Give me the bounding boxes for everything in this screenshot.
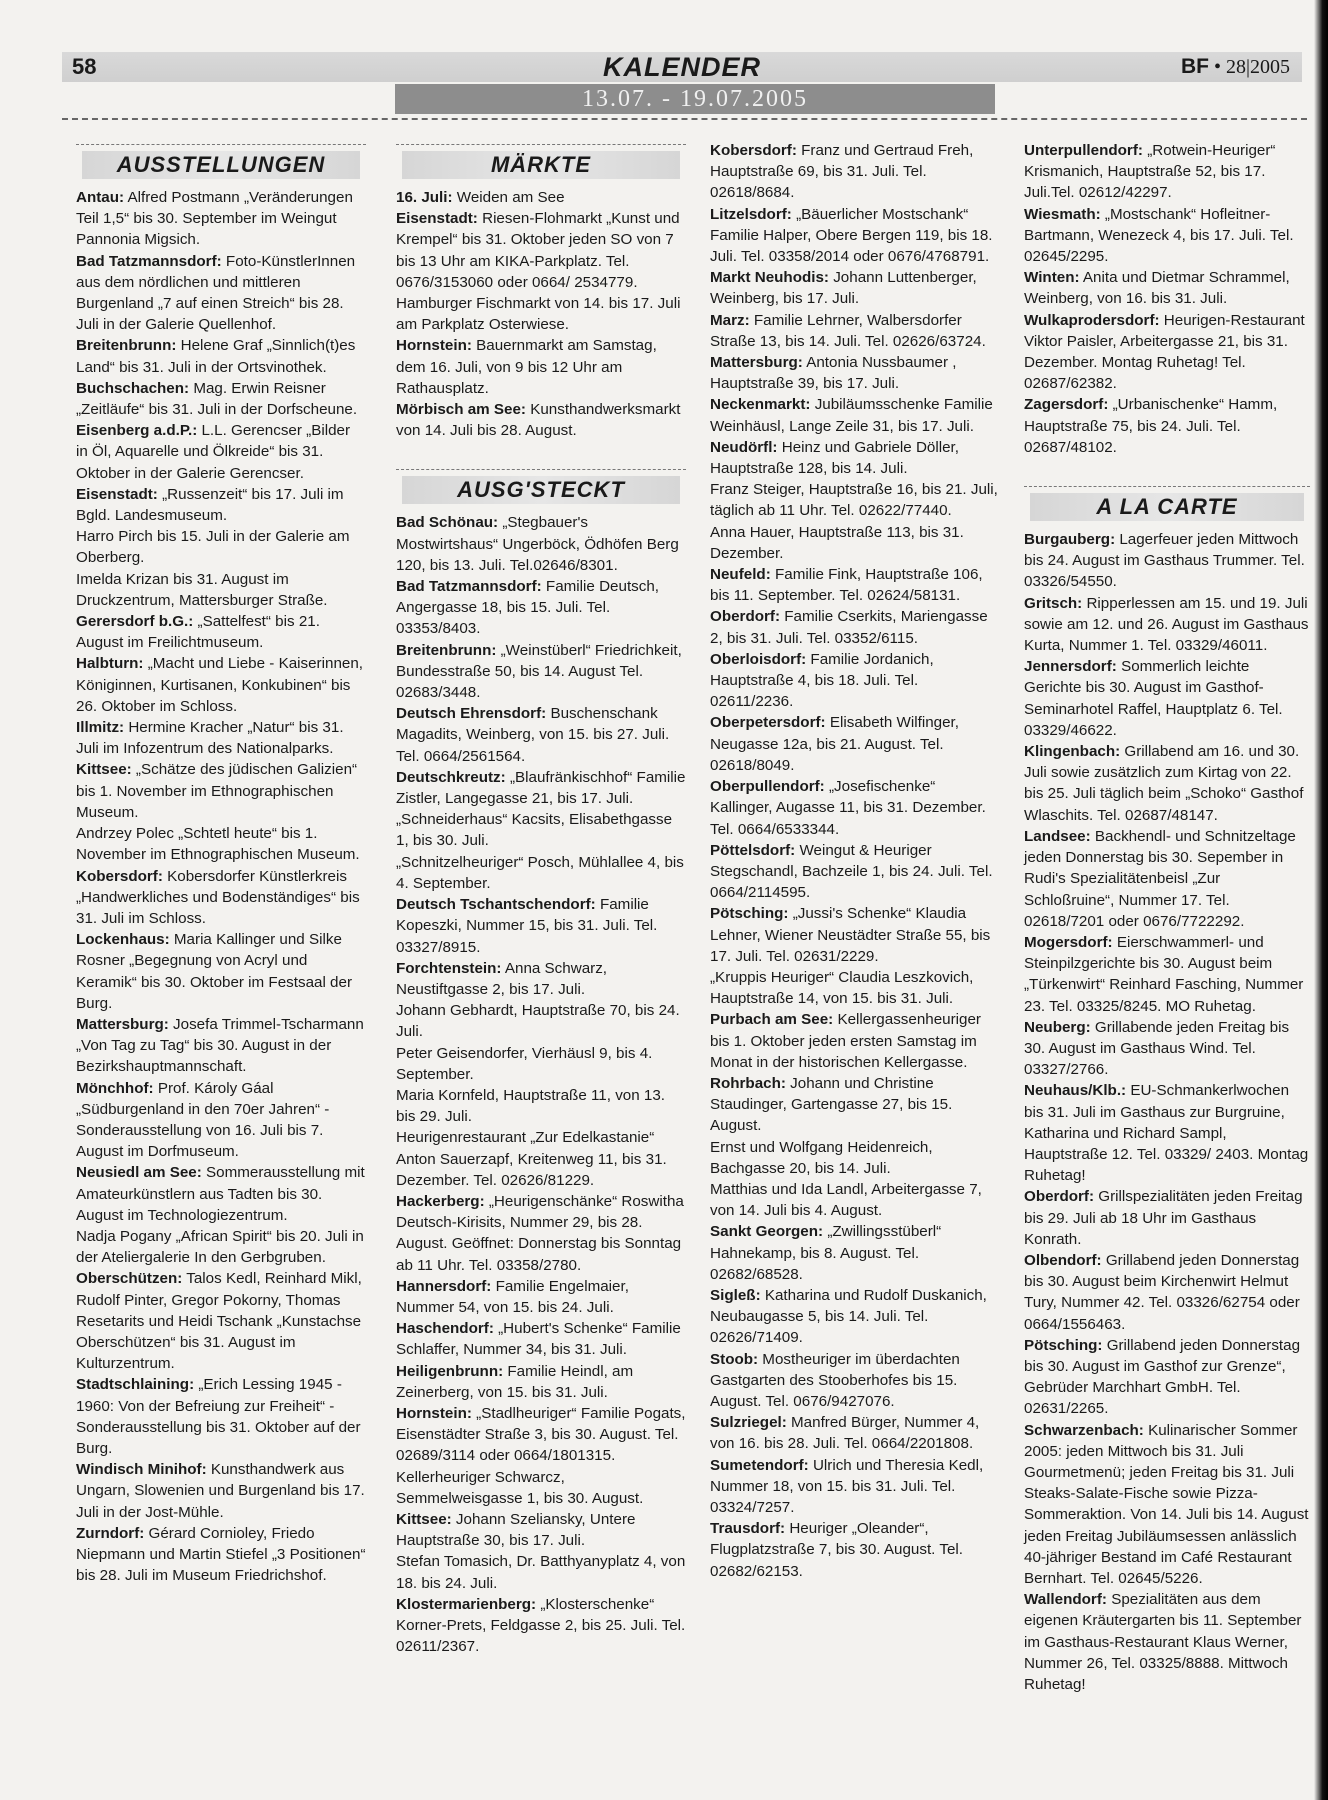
listing-entry xyxy=(396,1043,686,1085)
listing-text: Grillabende jeden Freitag bis 30. August im Gasthaus Wind. Tel. 03327/2766. xyxy=(1024,1018,1290,1079)
listing-place: Kobersdorf: xyxy=(710,142,797,159)
listing-entry xyxy=(710,394,1000,436)
listing-entry xyxy=(710,649,1000,713)
listing-text: Anita und Dietmar Schrammel, Weinberg, von 16. bis 31. Juli. xyxy=(1024,269,1290,308)
listing-entry xyxy=(1024,1017,1310,1081)
listing-entry xyxy=(76,378,366,420)
listing-place: Purbach am See: xyxy=(710,1011,834,1029)
listing-text: „Urbanischenke“ Hamm, Hauptstraße 75, bis 24. Juli. Tel. 02687/48102. xyxy=(1024,396,1278,456)
section-title: MÄRKTE xyxy=(402,151,680,179)
listing-place: Pöttelsdorf: xyxy=(710,841,796,859)
listing-text: „Erich Lessing 1945 - 1960: Von der Befreiung zur Freiheit“ - Sonderausstellung bis 31. Oktober auf der Burg. xyxy=(76,1376,361,1457)
page-number: 58 xyxy=(72,54,97,79)
listing-text: Harro Pirch bis 15. Juli in der Galerie am Oberberg. xyxy=(76,528,350,567)
listing-place: Zagersdorf: xyxy=(1024,396,1109,414)
listing-entry xyxy=(1024,1420,1310,1590)
listing-place: Wiesmath: xyxy=(1024,205,1101,223)
listing-text: Familie Heindl, am Zeinerberg, von 15. bis 31. Juli. xyxy=(396,1362,634,1401)
listing-entry xyxy=(1024,1080,1310,1186)
listing-text: „Stegbauer's Mostwirtshaus“ Ungerböck, Ödhöfen Berg 120, bis 13. Juli. Tel.02646/8301. xyxy=(396,514,679,574)
listing-text: Eierschwammerl- und Steinpilzgerichte bis 30. August beim „Türkenwirt“ Reinhard Fasching, Nummer 23. Tel. 03325/8245. MO Ruhetag. xyxy=(1024,933,1304,1015)
listing-place: Unterpullendorf: xyxy=(1024,142,1143,159)
listing-entry xyxy=(1024,529,1310,593)
listing-text: Johann und Christine Staudinger, Gartengasse 27, bis 15. August. xyxy=(710,1074,953,1135)
listing-place: Jennersdorf: xyxy=(1024,658,1117,676)
listing-entry xyxy=(76,1078,366,1163)
publication-name: BF xyxy=(1180,55,1209,78)
listing-entry xyxy=(396,335,686,399)
listing-entry xyxy=(710,1137,1000,1179)
listing-place: Stadtschlaining: xyxy=(76,1376,195,1394)
listing-text: Prof. Károly Gáal „Südburgenland in den 70er Jahren“ - Sonderausstellung von 16. Juli bis 7. August im Dorfmuseum. xyxy=(76,1079,330,1161)
listing-text: L.L. Gerencser „Bilder in Öl, Aquarelle und Ölkreide“ bis 31. Oktober in der Galerie Gerencser. xyxy=(76,422,351,482)
listing-entry xyxy=(396,1276,686,1318)
column-2 xyxy=(396,140,686,1657)
listing-place: Wulkaprodersdorf: xyxy=(1024,311,1160,329)
listing-entry xyxy=(1024,267,1310,309)
listing-text: Stefan Tomasich, Dr. Batthyanyplatz 4, von 18. bis 24. Juli. xyxy=(396,1553,686,1592)
listing-entry xyxy=(1024,310,1310,395)
listing-place: Gritsch: xyxy=(1024,594,1083,612)
listing-place: Antau: xyxy=(76,189,125,206)
listing-entry xyxy=(396,1127,686,1191)
listing-entry xyxy=(76,866,366,930)
listing-entry xyxy=(710,1285,1000,1349)
listing-place: Sulzriegel: xyxy=(710,1414,787,1432)
listing-place: Trausdorf: xyxy=(710,1520,786,1538)
listing-place: Stoob: xyxy=(710,1350,759,1368)
listing-text: Manfred Bürger, Nummer 4, von 16. bis 28. Juli. Tel. 0664/2201808. xyxy=(710,1414,980,1453)
listing-text: Imelda Krizan bis 31. August im Druckzentrum, Mattersburger Straße. xyxy=(76,570,328,609)
listing-entry xyxy=(710,437,1000,479)
listing-place: Bad Tatzmannsdorf: xyxy=(76,252,222,270)
listing-place: Bad Tatzmannsdorf: xyxy=(396,578,542,596)
listing-entry xyxy=(76,1459,366,1523)
listing-entry xyxy=(76,717,366,759)
listing-entry xyxy=(396,1403,686,1467)
listing-place: Mörbisch am See: xyxy=(396,401,526,419)
listing-place: 16. Juli: xyxy=(396,189,453,206)
listing-place: Neusiedl am See: xyxy=(76,1164,202,1182)
listing-place: Neudörfl: xyxy=(710,438,778,456)
listing-place: Klostermarienberg: xyxy=(396,1595,537,1613)
listing-entry xyxy=(1024,932,1310,1017)
listing-place: Eisenberg a.d.P.: xyxy=(76,422,198,440)
listing-entry xyxy=(710,712,1000,776)
listing-text: Sommerlich leichte Gerichte bis 30. August im Gasthof-Seminarhotel Raffel, Hauptplatz 6. Tel. 03329/46622. xyxy=(1024,658,1283,739)
listing-entry xyxy=(710,840,1000,904)
listing-text: Heuriger „Oleander“, Flugplatzstraße 7, bis 30. August. Tel. 02682/62153. xyxy=(710,1520,963,1580)
listing-text: „Mostschank“ Hofleitner-Bartmann, Wenezeck 4, bis 17. Juli. Tel. 02645/2295. xyxy=(1024,205,1294,266)
listing-place: Mogersdorf: xyxy=(1024,933,1113,951)
listing-text: Franz Steiger, Hauptstraße 16, bis 21. Juli, täglich ab 11 Uhr. Tel. 02622/77440. xyxy=(710,481,998,520)
listing-place: Sumetendorf: xyxy=(710,1456,809,1474)
listing-entry xyxy=(396,640,686,704)
listing-entry xyxy=(396,958,686,1000)
listing-entry xyxy=(396,187,686,208)
listing-entry xyxy=(396,1318,686,1360)
listing-text: „Jussi's Schenke“ Klaudia Lehner, Wiener Neustädter Straße 55, bis 17. Juli. Tel. 02631/2229. xyxy=(710,905,991,965)
listing-entry xyxy=(396,767,686,809)
listing-text: Kobersdorfer Künstlerkreis „Handwerkliches und Bodenständiges“ bis 31. Juli im Schloss. xyxy=(76,867,360,927)
listing-place: Bad Schönau: xyxy=(396,514,499,532)
listing-entry xyxy=(396,1361,686,1403)
listing-entry xyxy=(396,1191,686,1276)
listing-place: Oberpetersdorf: xyxy=(710,714,826,732)
listing-entry xyxy=(1024,394,1310,458)
issue-number: • 28|2005 xyxy=(1213,56,1290,78)
listing-place: Forchtenstein: xyxy=(396,959,502,977)
listing-text: „Klosterschenke“ Korner-Prets, Feldgasse 2, bis 25. Juli. Tel. 02611/2367. xyxy=(396,1595,686,1656)
listing-place: Markt Neuhodis: xyxy=(710,269,829,287)
listing-entry xyxy=(396,399,686,441)
listing-place: Sankt Georgen: xyxy=(710,1223,824,1241)
listing-entry xyxy=(1024,1335,1310,1420)
listing-place: Hornstein: xyxy=(396,337,472,355)
listing-entry xyxy=(396,1509,686,1551)
listing-place: Wallendorf: xyxy=(1024,1591,1107,1609)
listing-entry xyxy=(710,1349,1000,1413)
listing-text: EU-Schmankerlwochen bis 31. Juli im Gasthaus zur Burgruine, Katharina und Richard Sampl, Hauptstraße 12. Tel. 03329/ 2403. Montag Ruhetag! xyxy=(1024,1082,1309,1185)
listing-text: Backhendl- und Schnitzeltage jeden Donnerstag bis 30. Sepember in Rudi's Spezialitätenbeisl „Zur Schloßruine“, Nummer 17. Tel. 02618/7201 oder 0676/7722292. xyxy=(1024,827,1296,930)
listing-text: Elisabeth Wilfinger, Neugasse 12a, bis 21. August. Tel. 02618/8049. xyxy=(710,714,959,774)
listing-text: Heurigen-Restaurant Viktor Paisler, Arbeitergasse 21, bis 31. Dezember. Montag Ruhetag! Tel. 02687/62382. xyxy=(1024,311,1305,393)
listing-entry xyxy=(76,653,366,717)
listing-entry xyxy=(396,1000,686,1042)
listing-text: Antonia Nussbaumer , Hauptstraße 39, bis 17. Juli. xyxy=(710,354,957,393)
listing-place: Schwarzenbach: xyxy=(1024,1421,1144,1439)
listing-entry xyxy=(710,267,1000,309)
listing-place: Mattersburg: xyxy=(76,1015,169,1033)
column-3 xyxy=(710,140,1000,1582)
listing-text: Riesen-Flohmarkt „Kunst und Krempel“ bis 31. Oktober jeden SO von 7 bis 13 Uhr am KIKA-Parkplatz. Tel. 0676/3153060 oder 0664/ 2534779. xyxy=(396,210,680,291)
listing-entry xyxy=(76,335,366,377)
section-title: AUSG'STECKT xyxy=(402,476,680,504)
listing-entry xyxy=(1024,1250,1310,1335)
listing-text: „Schnitzelheuriger“ Posch, Mühlallee 4, bis 4. September. xyxy=(396,853,684,892)
listing-text: Bauernmarkt am Samstag, dem 16. Juli, von 9 bis 12 Uhr am Rathausplatz. xyxy=(396,337,657,397)
listing-place: Heiligenbrunn: xyxy=(396,1362,504,1380)
listing-entry xyxy=(710,1221,1000,1285)
listing-text: „Josefischenke“ Kallinger, Augasse 11, bis 31. Dezember. Tel. 0664/6533344. xyxy=(710,778,986,838)
listing-place: Deutschkreutz: xyxy=(396,768,506,786)
listing-place: Neuberg: xyxy=(1024,1018,1091,1036)
listing-text: Josefa Trimmel-Tscharmann „Von Tag zu Tag“ bis 30. August in der Bezirkshauptmannschaft. xyxy=(76,1015,364,1076)
listing-place: Pötsching: xyxy=(710,905,789,923)
listing-entry xyxy=(76,1268,366,1374)
listing-entry xyxy=(710,479,1000,521)
listing-entry xyxy=(76,611,366,653)
section-heading xyxy=(76,144,366,181)
listing-place: Oberdorf: xyxy=(1024,1188,1095,1206)
listing-entry xyxy=(76,526,366,568)
listing-text: Anna Schwarz, Neustiftgasse 2, bis 17. Juli. xyxy=(396,959,608,998)
listing-text: „Rotwein-Heuriger“ Krismanich, Hauptstraße 52, bis 17. Juli.Tel. 02612/42297. xyxy=(1024,142,1276,202)
listing-entry xyxy=(710,1518,1000,1582)
listing-entry xyxy=(76,1162,366,1226)
listing-text: Johann Gebhardt, Hauptstraße 70, bis 24. Juli. xyxy=(396,1002,680,1041)
listing-text: Lagerfeuer jeden Mittwoch bis 24. August im Gasthaus Trummer. Tel. 03326/54550. xyxy=(1024,531,1305,591)
section-heading xyxy=(396,144,686,181)
listing-place: Eisenstadt: xyxy=(396,210,478,228)
listing-entry xyxy=(76,823,366,865)
section-heading xyxy=(1024,486,1310,523)
listing-text: Grillspezialitäten jeden Freitag bis 29. Juli ab 18 Uhr im Gasthaus Konrath. xyxy=(1024,1188,1303,1248)
listing-text: Familie Cserkits, Mariengasse 2, bis 31. Juli. Tel. 03352/6115. xyxy=(710,608,988,647)
listing-text: Maria Kornfeld, Hauptstraße 11, von 13. bis 29. Juli. xyxy=(396,1086,666,1126)
listing-entry xyxy=(710,1009,1000,1073)
listing-place: Sigleß: xyxy=(710,1286,761,1304)
listing-text: Grillabend jeden Donnerstag bis 30. August im Gasthof zur Grenze“, Gebrüder Marchhart GmbH. Tel. 02631/2265. xyxy=(1024,1336,1301,1418)
section-gap xyxy=(396,441,686,465)
section-gap xyxy=(1024,458,1310,482)
listing-entry xyxy=(396,1551,686,1593)
listing-text: Spezialitäten aus dem eigenen Kräutergarten bis 11. September im Gasthaus-Restaurant Klaus Werner, Nummer 26, Tel. 03325/8888. Mittwoch Ruhetag! xyxy=(1024,1591,1302,1694)
listing-text: Buschenschank Magadits, Weinberg, von 15. bis 27. Juli. Tel. 0664/2561564. xyxy=(396,705,670,765)
listing-entry xyxy=(1024,1186,1310,1250)
listing-entry xyxy=(76,759,366,823)
listing-text: „Weinstüberl“ Friedrichkeit, Bundesstraße 50, bis 14. August Tel. 02683/3448. xyxy=(396,641,682,702)
listing-place: Eisenstadt: xyxy=(76,485,158,503)
listing-entry xyxy=(710,564,1000,606)
page-binding-edge xyxy=(1314,0,1328,1800)
listing-text: Maria Kallinger und Silke Rosner „Begegnung von Acryl und Keramik“ bis 30. Oktober im Festsaal der Burg. xyxy=(76,931,353,1012)
listing-entry xyxy=(710,606,1000,648)
listing-entry xyxy=(396,576,686,640)
listing-place: Illmitz: xyxy=(76,719,125,737)
listing-entry xyxy=(1024,656,1310,741)
listing-place: Windisch Minihof: xyxy=(76,1461,207,1479)
column-4 xyxy=(1024,140,1310,1695)
listing-entry xyxy=(710,1179,1000,1221)
listing-place: Breitenbrunn: xyxy=(396,641,497,659)
listing-text: Weiden am See xyxy=(452,189,565,206)
listing-entry xyxy=(396,1594,686,1658)
listing-text: Matthias und Ida Landl, Arbeitergasse 7, von 14. Juli bis 4. August. xyxy=(710,1180,982,1220)
listing-text: Kunsthandwerk aus Ungarn, Slowenien und Burgenland bis 17. Juli in der Jost-Mühle. xyxy=(76,1461,365,1521)
section-title: A LA CARTE xyxy=(1030,493,1304,521)
listing-place: Neuhaus/Klb.: xyxy=(1024,1082,1127,1100)
listing-text: Hermine Kracher „Natur“ bis 31. Juli im Infozentrum des Nationalparks. xyxy=(76,719,344,758)
listing-text: Mostheuriger im überdachten Gastgarten des Stooberhofes bis 15. August. Tel. 0676/9427076. xyxy=(710,1350,960,1410)
listing-entry xyxy=(76,187,366,251)
listing-text: Johann Luttenberger, Weinberg, bis 17. Juli. xyxy=(710,269,977,308)
listing-text: Nadja Pogany „African Spirit“ bis 20. Juli in der Ateliergalerie In den Gerbgruben. xyxy=(76,1227,364,1267)
listing-text: Franz und Gertraud Freh, Hauptstraße 69, bis 31. Juli. Tel. 02618/8684. xyxy=(710,142,974,202)
listing-place: Gerersdorf b.G.: xyxy=(76,613,194,631)
listing-entry xyxy=(396,809,686,851)
listing-text: Jubiläumsschenke Familie Weinhäusl, Lange Zeile 31, bis 17. Juli. xyxy=(710,396,993,435)
listing-place: Oberschützen: xyxy=(76,1270,183,1288)
listing-place: Kobersdorf: xyxy=(76,867,163,885)
listing-text: Gérard Cornioley, Friedo Niepmann und Martin Stiefel „3 Positionen“ bis 28. Juli im Museum Friedrichshof. xyxy=(76,1524,366,1585)
listing-entry xyxy=(76,484,366,526)
listing-place: Hornstein: xyxy=(396,1404,472,1422)
listing-text: Familie Kopeszki, Nummer 15, bis 31. Juli. Tel. 03327/8915. xyxy=(396,896,658,956)
listing-place: Deutsch Ehrensdorf: xyxy=(396,705,547,723)
listing-entry xyxy=(710,1073,1000,1137)
listing-place: Zurndorf: xyxy=(76,1524,145,1542)
listing-place: Oberdorf: xyxy=(710,608,781,626)
listing-entry xyxy=(1024,826,1310,932)
listing-entry xyxy=(710,310,1000,352)
issue-label xyxy=(1181,55,1290,79)
listing-place: Oberloisdorf: xyxy=(710,650,807,668)
listing-entry xyxy=(76,251,366,336)
listing-text: Familie Fink, Hauptstraße 106, bis 11. September. Tel. 02624/58131. xyxy=(710,566,983,605)
listing-entry xyxy=(76,1523,366,1587)
listing-entry xyxy=(710,522,1000,564)
listing-text: Andrzey Polec „Schtetl heute“ bis 1. November im Ethnographischen Museum. xyxy=(76,825,360,864)
listing-text: Ulrich und Theresia Kedl, Nummer 18, von 15. bis 31. Juli. Tel. 03324/7257. xyxy=(710,1456,984,1516)
listing-text: Kulinarischer Sommer 2005: jeden Mittwoch bis 31. Juli Gourmetmenü; jeden Freitag bis 31. Juli Steaks-Salate-Fische sowie Pizza-Sommeraktion. Von 14. Juli bis 14. August jeden Freitag Jubiläumsessen anlässlich 40-jähriger Bestand im Café Restaurant Bernhart. Tel. 02645/5226. xyxy=(1024,1421,1309,1587)
listing-text: Kellerheuriger Schwarcz, Semmelweisgasse 1, bis 30. August. xyxy=(396,1468,644,1507)
listing-entry xyxy=(76,569,366,611)
listing-entry xyxy=(1024,741,1310,826)
listing-entry xyxy=(710,967,1000,1009)
listing-place: Oberpullendorf: xyxy=(710,778,825,796)
listing-entry xyxy=(710,204,1000,268)
listing-place: Hannersdorf: xyxy=(396,1277,492,1295)
listing-text: Ernst und Wolfgang Heidenreich, Bachgasse 20, bis 14. Juli. xyxy=(710,1138,933,1177)
listing-entry xyxy=(1024,1589,1310,1695)
listing-text: Johann Szeliansky, Untere Hauptstraße 30, bis 17. Juli. xyxy=(396,1510,636,1550)
listing-text: Helene Graf „Sinnlich(t)es Land“ bis 31. Juli in der Ortsvinothek. xyxy=(76,337,356,376)
listing-text: Familie Engelmaier, Nummer 54, von 15. bis 24. Juli. xyxy=(396,1277,629,1316)
listing-text: „Blaufränkischhof“ Familie Zistler, Langegasse 21, bis 17. Juli. xyxy=(396,768,686,808)
date-range: 13.07. - 19.07.2005 xyxy=(395,84,995,114)
listing-entry xyxy=(710,1412,1000,1454)
listing-text: „Kruppis Heuriger“ Claudia Leszkovich, Hauptstraße 14, von 15. bis 31. Juli. xyxy=(710,968,974,1008)
listing-entry xyxy=(1024,593,1310,657)
column-1 xyxy=(76,140,366,1586)
listing-place: Landsee: xyxy=(1024,827,1091,845)
listing-entry xyxy=(396,1467,686,1509)
section-heading xyxy=(396,469,686,506)
listing-place: Hackerberg: xyxy=(396,1192,485,1210)
header-divider xyxy=(62,118,1307,120)
listing-text: Grillabend am 16. und 30. Juli sowie zusätzlich zum Kirtag von 22. bis 25. Juli täglich beim „Schoko“ Gasthof Wlaschits. Tel. 02687/48147. xyxy=(1024,743,1304,824)
listing-entry xyxy=(710,352,1000,394)
listing-place: Kittsee: xyxy=(76,761,132,779)
listing-place: Pötsching: xyxy=(1024,1336,1103,1354)
listing-text: Foto-KünstlerInnen aus dem nördlichen und mittleren Burgenland „7 auf einen Streich“ bis 28. Juli in der Galerie Quellenhof. xyxy=(76,252,356,334)
listing-entry xyxy=(396,293,686,335)
listing-place: Halbturn: xyxy=(76,655,144,673)
listing-text: Familie Deutsch, Angergasse 18, bis 15. Juli. Tel. 03353/8403. xyxy=(396,578,660,638)
listing-entry xyxy=(710,1455,1000,1519)
listing-entry xyxy=(710,140,1000,204)
listing-place: Neckenmarkt: xyxy=(710,396,811,414)
listing-text: „Hubert's Schenke“ Familie Schlaffer, Nummer 34, bis 31. Juli. xyxy=(396,1320,681,1359)
page-header xyxy=(62,52,1302,82)
listing-place: Mattersburg: xyxy=(710,354,803,372)
listing-text: „Bäuerlicher Mostschank“ Familie Halper, Obere Bergen 119, bis 18. Juli. Tel. 03358/2014 oder 0676/4768791. xyxy=(710,205,993,266)
listing-place: Haschendorf: xyxy=(396,1320,494,1338)
listing-text: „Zwillingsstüberl“ Hahnekamp, bis 8. August. Tel. 02682/68528. xyxy=(710,1223,942,1283)
listing-text: Katharina und Rudolf Duskanich, Neubaugasse 5, bis 14. Juli. Tel. 02626/71409. xyxy=(710,1286,987,1347)
listing-text: „Stadlheuriger“ Familie Pogats, Eisenstädter Straße 3, bis 30. August. Tel. 02689/3114 oder 0664/1801315. xyxy=(396,1404,686,1465)
listing-entry xyxy=(76,1226,366,1268)
listing-text: Heinz und Gabriele Döller, Hauptstraße 128, bis 14. Juli. xyxy=(710,438,960,478)
listing-text: Grillabend jeden Donnerstag bis 30. August beim Kirchenwirt Helmut Tury, Nummer 42. Tel. 03326/62754 oder 0664/1556463. xyxy=(1024,1251,1300,1333)
listing-place: Buchschachen: xyxy=(76,379,190,397)
listing-text: Talos Kedl, Reinhard Mikl, Rudolf Pinter, Gregor Pokorny, Thomas Resetarits und Heidi Tschank „Kunstachse Oberschützen“ bis 31. August im Kulturzentrum. xyxy=(76,1270,362,1373)
listing-place: Deutsch Tschantschendorf: xyxy=(396,896,596,914)
listing-entry xyxy=(76,420,366,484)
listing-entry xyxy=(396,703,686,767)
listing-text: Familie Jordanich, Hauptstraße 4, bis 18. Juli. Tel. 02611/2236. xyxy=(710,650,934,711)
listing-entry xyxy=(396,512,686,576)
listing-place: Litzelsdorf: xyxy=(710,205,792,223)
listing-text: Familie Lehrner, Walbersdorfer Straße 13, bis 14. Juli. Tel. 02626/63724. xyxy=(710,311,986,350)
listing-entry xyxy=(710,903,1000,967)
listing-text: Anna Hauer, Hauptstraße 113, bis 31. Dezember. xyxy=(710,523,964,562)
listing-text: „Heurigenschänke“ Roswitha Deutsch-Kirisits, Nummer 29, bis 28. August. Geöffnet: Donnerstag bis Sonntag ab 11 Uhr. Tel. 03358/2780. xyxy=(396,1192,684,1274)
section-title: AUSSTELLUNGEN xyxy=(82,151,360,179)
listing-text: Alfred Postmann „Veränderungen Teil 1,5“ bis 30. September im Weingut Pannonia Migsich. xyxy=(76,189,353,249)
listing-entry xyxy=(76,1014,366,1078)
listing-text: Hamburger Fischmarkt von 14. bis 17. Juli am Parkplatz Osterwiese. xyxy=(396,295,681,334)
listing-place: Kittsee: xyxy=(396,1510,452,1528)
listing-place: Burgauberg: xyxy=(1024,531,1116,549)
listing-place: Olbendorf: xyxy=(1024,1251,1102,1269)
listing-entry xyxy=(1024,140,1310,204)
page-title: KALENDER xyxy=(602,52,761,82)
listing-text: „Russenzeit“ bis 17. Juli im Bgld. Landesmuseum. xyxy=(76,485,344,525)
listing-text: Peter Geisendorfer, Vierhäusl 9, bis 4. September. xyxy=(396,1044,653,1083)
listing-entry xyxy=(1024,204,1310,268)
listing-text: „Schätze des jüdischen Galizien“ bis 1. November im Ethnographischen Museum. xyxy=(76,761,358,821)
listing-text: Mag. Erwin Reisner „Zeitläufe“ bis 31. Juli in der Dorfscheune. xyxy=(76,379,358,419)
listing-text: „Schneiderhaus“ Kacsits, Elisabethgasse 1, bis 30. Juli. xyxy=(396,811,673,850)
listing-text: „Sattelfest“ bis 21. August im Freilichtmuseum. xyxy=(76,613,320,652)
listing-entry xyxy=(396,852,686,894)
listing-entry xyxy=(396,1085,686,1127)
listing-entry xyxy=(76,929,366,1014)
listing-text: „Macht und Liebe - Kaiserinnen, Königinnen, Kurtisanen, Konkubinen“ bis 26. Oktober im Schloss. xyxy=(76,655,363,715)
listing-text: Sommerausstellung mit Amateurkünstlern aus Tadten bis 30. August im Technologiezentrum. xyxy=(76,1164,365,1224)
listing-text: Heurigenrestaurant „Zur Edelkastanie“ Anton Sauerzapf, Kreitenweg 11, bis 31. Dezember. Tel. 02626/81229. xyxy=(396,1129,667,1189)
listing-text: Kunsthandwerksmarkt von 14. Juli bis 28. August. xyxy=(396,401,681,440)
listing-place: Mönchhof: xyxy=(76,1079,154,1097)
listing-place: Winten: xyxy=(1024,269,1080,287)
listing-entry xyxy=(396,894,686,958)
listing-place: Breitenbrunn: xyxy=(76,337,177,355)
listing-text: Weingut & Heuriger Stegschandl, Bachzeile 1, bis 24. Juli. Tel. 0664/2114595. xyxy=(710,841,993,902)
listing-text: Ripperlessen am 15. und 19. Juli sowie am 12. und 26. August im Gasthaus Kurta, Nummer 1. Tel. 03329/46011. xyxy=(1024,594,1309,655)
listing-entry xyxy=(396,208,686,293)
listing-place: Rohrbach: xyxy=(710,1074,786,1092)
listing-place: Klingenbach: xyxy=(1024,743,1121,761)
listing-place: Lockenhaus: xyxy=(76,931,170,949)
listing-place: Neufeld: xyxy=(710,566,771,584)
listing-place: Marz: xyxy=(710,311,750,329)
listing-entry xyxy=(710,776,1000,840)
listing-text: Kellergassenheuriger bis 1. Oktober jeden ersten Samstag im Monat in der historischen Kellergasse. xyxy=(710,1011,981,1071)
listing-entry xyxy=(76,1374,366,1459)
